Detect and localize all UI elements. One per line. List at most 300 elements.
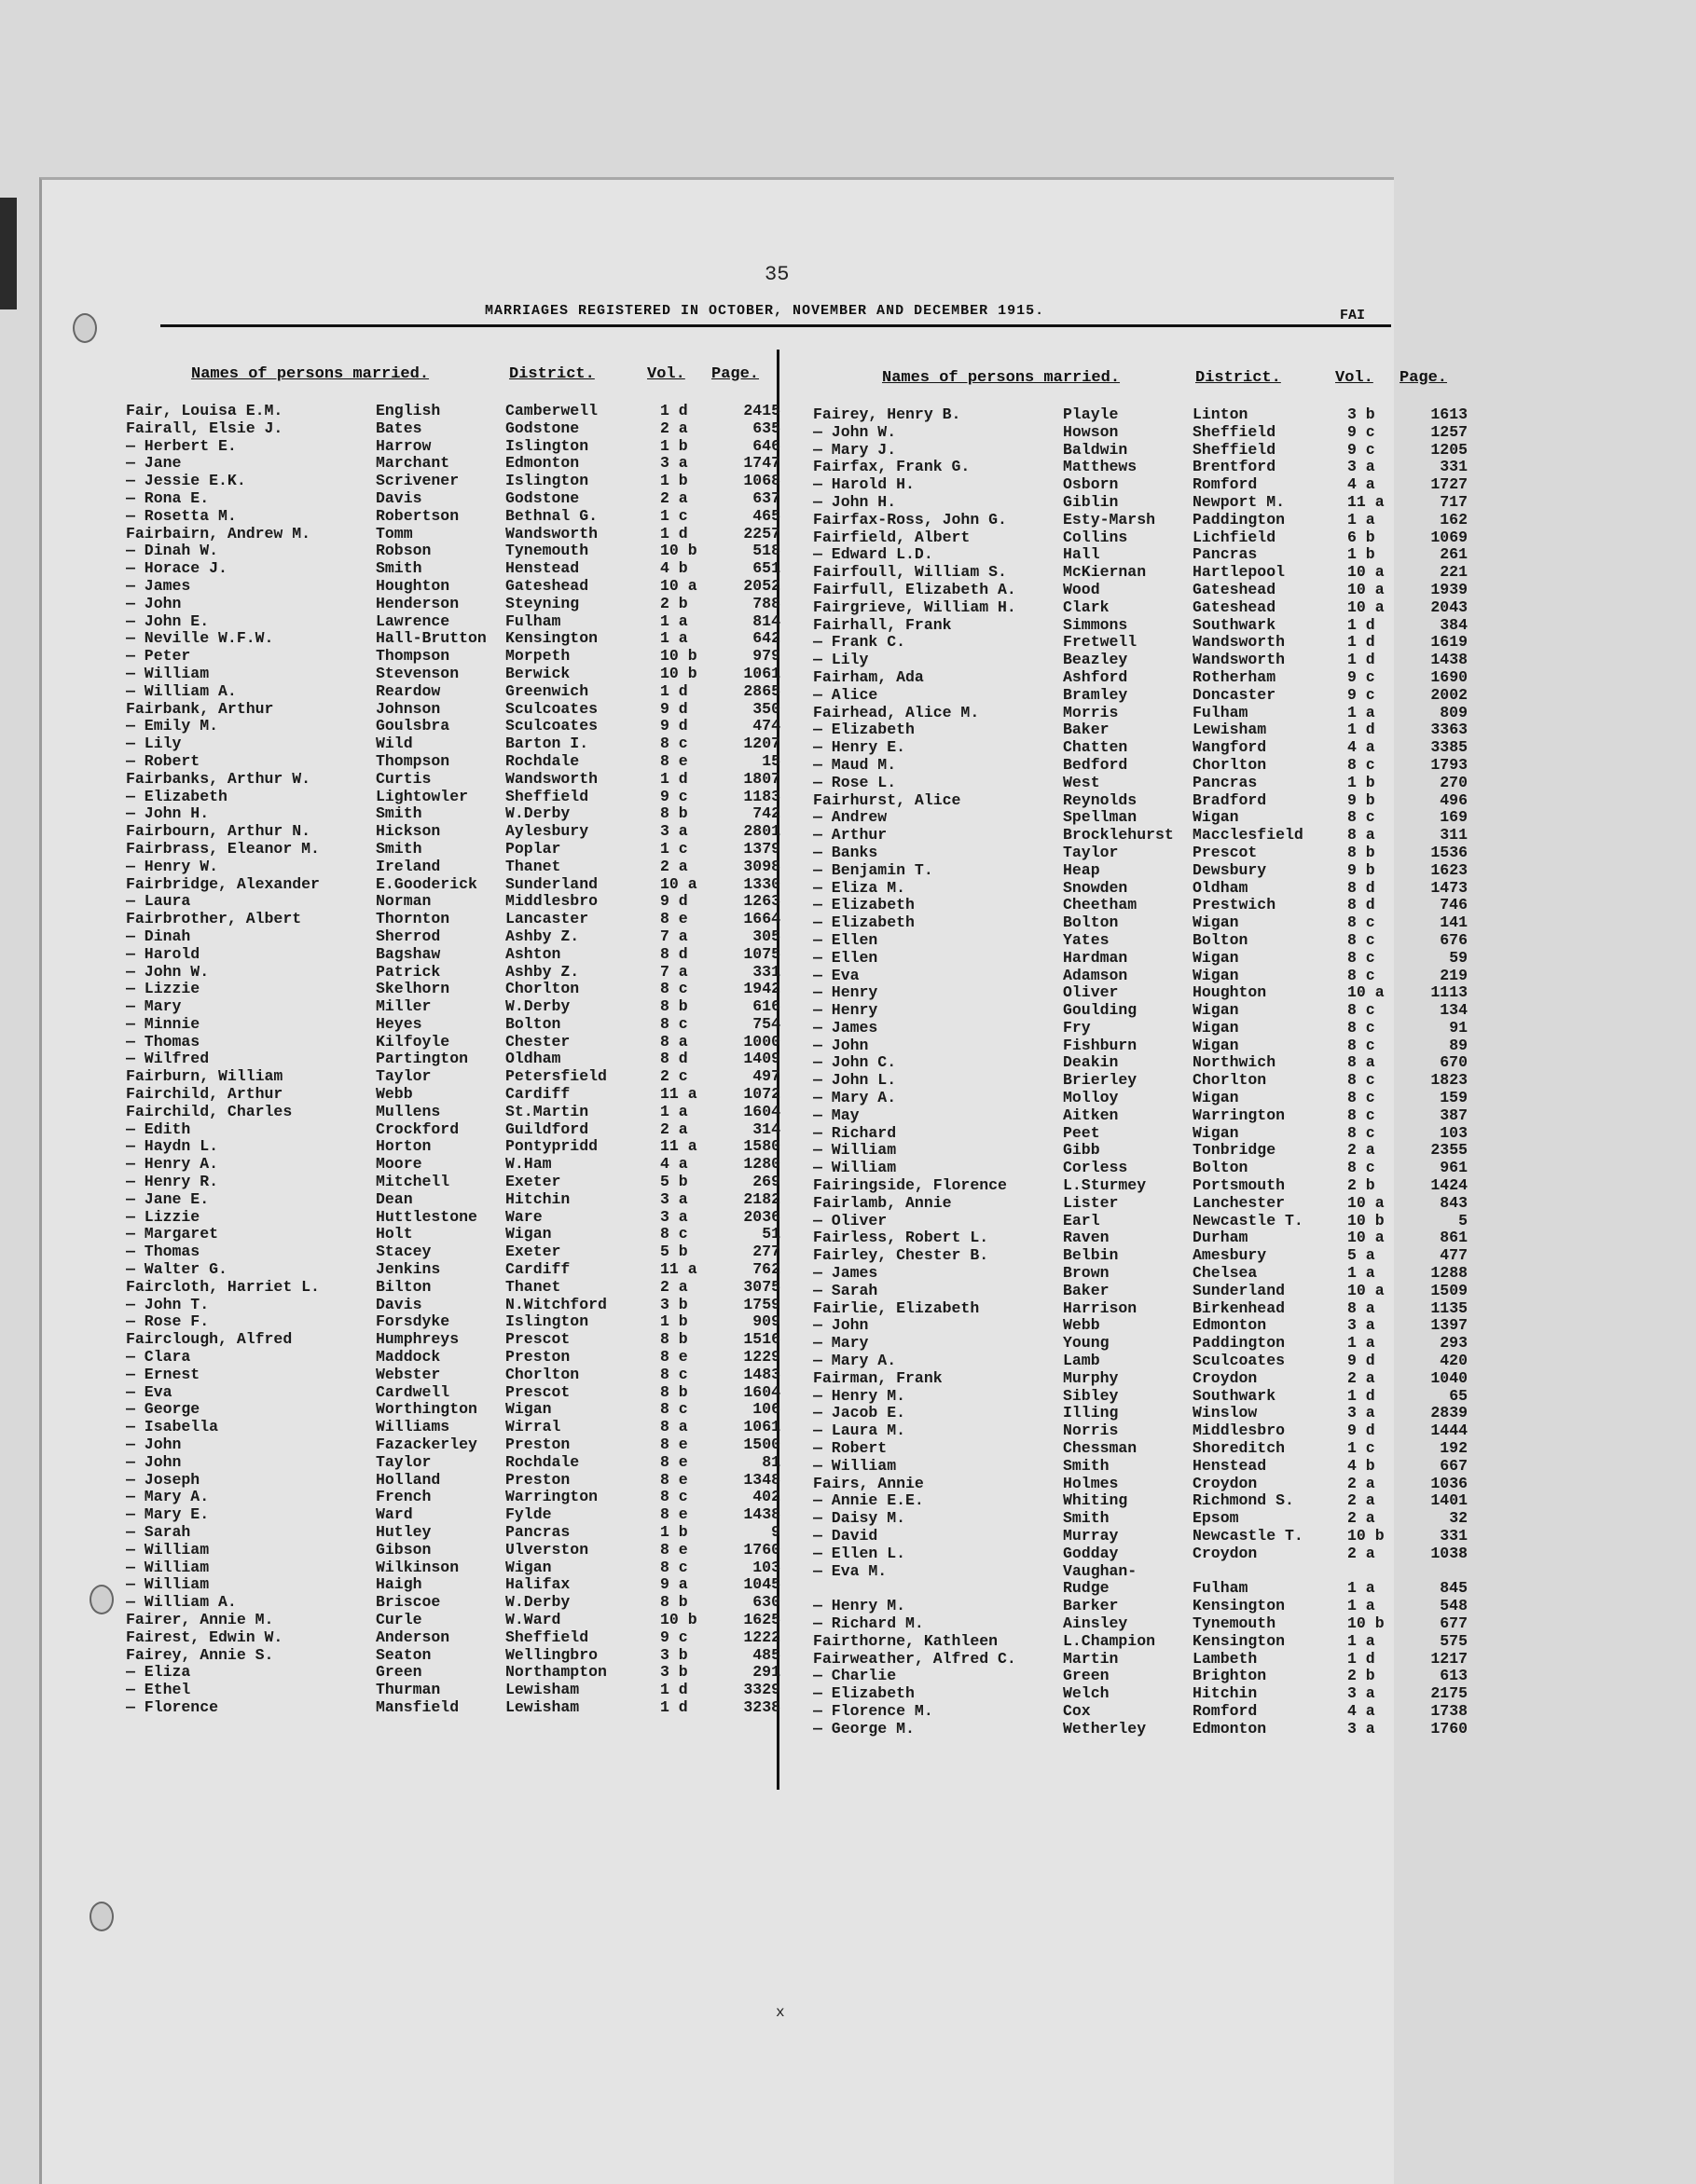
person-name: — May bbox=[813, 1106, 860, 1124]
person-name: — Henry bbox=[813, 1002, 878, 1020]
spouse-surname: Belbin bbox=[1063, 1247, 1119, 1265]
page-header-left: Page. bbox=[711, 365, 760, 383]
spouse-surname: Wild bbox=[376, 735, 413, 753]
page-ref: 270 bbox=[1440, 774, 1468, 791]
volume: 3 a bbox=[1347, 1685, 1375, 1703]
volume: 9 b bbox=[1347, 791, 1375, 809]
page-ref: 1424 bbox=[1430, 1177, 1468, 1195]
person-name: — Joseph bbox=[126, 1471, 200, 1489]
district-name: Halifax bbox=[505, 1576, 571, 1594]
district-name: Tynemouth bbox=[1193, 1614, 1276, 1632]
volume: 10 b bbox=[660, 543, 697, 560]
volume: 8 d bbox=[1347, 879, 1375, 897]
district-name: Lewisham bbox=[505, 1698, 580, 1716]
person-name: — Jane E. bbox=[126, 1190, 210, 1208]
spouse-surname: Bagshaw bbox=[376, 945, 441, 963]
page-ref: 1183 bbox=[743, 788, 780, 805]
person-name: — Eliza bbox=[126, 1664, 191, 1682]
spouse-surname: Stacey bbox=[376, 1243, 432, 1261]
page-ref: 2036 bbox=[743, 1208, 780, 1226]
district-name: Tonbridge bbox=[1193, 1142, 1276, 1160]
spouse-surname: Lamb bbox=[1063, 1353, 1100, 1370]
spouse-surname: Harrison bbox=[1063, 1299, 1138, 1317]
district-name: W.Ward bbox=[505, 1611, 561, 1628]
spouse-surname: Ashford bbox=[1063, 668, 1128, 686]
district-name: Kensington bbox=[1193, 1632, 1286, 1650]
district-name: Ashby Z. bbox=[505, 963, 580, 981]
spouse-surname: Haigh bbox=[376, 1576, 422, 1594]
page-ref: 1401 bbox=[1430, 1492, 1468, 1510]
district-name: W.Derby bbox=[505, 1594, 571, 1612]
district-name: Poplar bbox=[505, 840, 561, 858]
spouse-surname: Reardow bbox=[376, 682, 441, 700]
page-ref: 1473 bbox=[1430, 879, 1468, 897]
page-ref: 1823 bbox=[1430, 1072, 1468, 1090]
volume: 8 c bbox=[1347, 1037, 1375, 1054]
volume: 2 a bbox=[1347, 1142, 1375, 1160]
person-name: — John E. bbox=[126, 612, 210, 630]
volume: 8 b bbox=[660, 805, 688, 823]
page-ref: 331 bbox=[1440, 459, 1468, 476]
page-ref: 141 bbox=[1440, 914, 1468, 932]
spouse-surname: Briscoe bbox=[376, 1594, 441, 1612]
district-name: Godstone bbox=[505, 489, 580, 507]
volume: 1 b bbox=[1347, 774, 1375, 791]
district-name: Amesbury bbox=[1193, 1247, 1267, 1265]
page-ref: 474 bbox=[752, 718, 780, 735]
district-name: Aylesbury bbox=[505, 823, 589, 841]
volume: 8 a bbox=[1347, 1299, 1375, 1317]
person-name: — Mary A. bbox=[126, 1489, 210, 1506]
spouse-surname: Green bbox=[1063, 1668, 1110, 1685]
page-ref: 3363 bbox=[1430, 721, 1468, 739]
district-name: Chorlton bbox=[505, 1366, 580, 1383]
volume: 4 b bbox=[1347, 1457, 1375, 1475]
district-name: Wandsworth bbox=[1193, 634, 1286, 652]
person-name: — Rose L. bbox=[813, 774, 897, 791]
spouse-surname: Bilton bbox=[376, 1278, 432, 1296]
person-name: — Lily bbox=[813, 652, 869, 669]
spouse-surname: Johnson bbox=[376, 700, 441, 718]
page-number: 35 bbox=[765, 263, 790, 286]
page-ref: 2175 bbox=[1430, 1685, 1468, 1703]
person-name: — Sarah bbox=[813, 1282, 878, 1299]
district-name: Sunderland bbox=[505, 875, 599, 893]
person-name: Fairclough, Alfred bbox=[126, 1331, 293, 1349]
person-name: — John W. bbox=[813, 423, 897, 441]
spouse-surname: Crockford bbox=[376, 1120, 460, 1138]
spouse-surname: Murray bbox=[1063, 1528, 1119, 1545]
person-name: — Elizabeth bbox=[813, 1685, 915, 1703]
page-ref: 106 bbox=[752, 1401, 780, 1419]
volume: 9 c bbox=[1347, 686, 1375, 704]
person-name: — Henry M. bbox=[813, 1598, 906, 1615]
district-name: Ulverston bbox=[505, 1541, 589, 1559]
volume: 10 a bbox=[1347, 984, 1385, 1002]
district-name: Richmond S. bbox=[1193, 1492, 1294, 1510]
spouse-surname: Lawrence bbox=[376, 612, 450, 630]
person-name: — Horace J. bbox=[126, 560, 228, 578]
spouse-surname: Hall bbox=[1063, 546, 1100, 564]
page-ref: 65 bbox=[1449, 1387, 1468, 1405]
district-name: Ware bbox=[505, 1208, 543, 1226]
volume: 3 b bbox=[660, 1646, 688, 1664]
person-name: — Lily bbox=[126, 735, 182, 753]
volume: 1 d bbox=[660, 1682, 688, 1699]
volume: 10 b bbox=[1347, 1528, 1385, 1545]
page-ref: 1036 bbox=[1430, 1475, 1468, 1492]
page-ref: 1330 bbox=[743, 875, 780, 893]
person-name: — David bbox=[813, 1528, 878, 1545]
district-name: Oldham bbox=[1193, 879, 1248, 897]
volume: 8 e bbox=[660, 1541, 688, 1559]
volume: 2 b bbox=[1347, 1177, 1375, 1195]
district-name: Greenwich bbox=[505, 682, 589, 700]
volume: 10 a bbox=[660, 577, 697, 595]
person-name: Fairchild, Arthur bbox=[126, 1086, 283, 1104]
page-ref: 2801 bbox=[743, 823, 780, 841]
spouse-surname: Huttlestone bbox=[376, 1208, 477, 1226]
volume: 8 b bbox=[660, 1594, 688, 1612]
person-name: Fairbridge, Alexander bbox=[126, 875, 320, 893]
person-name: — Eva bbox=[126, 1383, 172, 1401]
volume: 8 c bbox=[660, 1401, 688, 1419]
spouse-surname: Kilfoyle bbox=[376, 1033, 450, 1051]
district-name: Bradford bbox=[1193, 791, 1267, 809]
person-name: — John bbox=[126, 1453, 182, 1471]
person-name: — John bbox=[126, 595, 182, 612]
district-name: Wigan bbox=[505, 1401, 552, 1419]
person-name: — Banks bbox=[813, 844, 878, 861]
spouse-surname: Fazackerley bbox=[376, 1436, 477, 1454]
district-name: Sheffield bbox=[1193, 423, 1276, 441]
spouse-surname: Marchant bbox=[376, 455, 450, 473]
district-name: Rochdale bbox=[505, 752, 580, 770]
page-ref: 1727 bbox=[1430, 476, 1468, 494]
district-name: Wandsworth bbox=[505, 770, 599, 788]
person-name: — Laura M. bbox=[813, 1422, 906, 1440]
page-ref: 1113 bbox=[1430, 984, 1468, 1002]
district-name: Exeter bbox=[505, 1174, 561, 1191]
person-name: Fairfull, Elizabeth A. bbox=[813, 581, 1016, 598]
page-ref: 103 bbox=[1440, 1124, 1468, 1142]
spouse-surname: Thornton bbox=[376, 911, 450, 928]
spouse-surname: Moore bbox=[376, 1156, 422, 1174]
spouse-surname: Molloy bbox=[1063, 1090, 1119, 1107]
person-name: Fairburn, William bbox=[126, 1068, 283, 1086]
volume: 9 d bbox=[660, 718, 688, 735]
person-name: — Alice bbox=[813, 686, 878, 704]
spouse-surname: Wood bbox=[1063, 581, 1100, 598]
person-name: — Harold bbox=[126, 945, 200, 963]
page-ref: 746 bbox=[1440, 897, 1468, 914]
page-title: MARRIAGES REGISTERED IN OCTOBER, NOVEMBER AND DECEMBER 1915. bbox=[485, 303, 1045, 319]
district-name: Cardiff bbox=[505, 1261, 571, 1279]
page-ref: 103 bbox=[752, 1559, 780, 1576]
person-name: — Lizzie bbox=[126, 1208, 200, 1226]
volume: 8 a bbox=[1347, 827, 1375, 845]
person-name: — Ethel bbox=[126, 1682, 191, 1699]
volume: 1 b bbox=[660, 437, 688, 455]
page-ref: 269 bbox=[752, 1174, 780, 1191]
district-name: Chorlton bbox=[1193, 1072, 1267, 1090]
spouse-surname: Beazley bbox=[1063, 652, 1128, 669]
page-ref: 717 bbox=[1440, 493, 1468, 511]
volume: 4 a bbox=[1347, 1702, 1375, 1720]
page-ref: 1280 bbox=[743, 1156, 780, 1174]
spouse-surname: Howson bbox=[1063, 423, 1119, 441]
volume: 3 b bbox=[660, 1296, 688, 1313]
district-name: Dewsbury bbox=[1193, 861, 1267, 879]
page-ref: 742 bbox=[752, 805, 780, 823]
page-ref: 497 bbox=[752, 1068, 780, 1086]
spouse-surname: Osborn bbox=[1063, 476, 1119, 494]
spouse-surname: Jenkins bbox=[376, 1261, 441, 1279]
volume: 2 a bbox=[1347, 1545, 1375, 1562]
page-ref: 1438 bbox=[1430, 652, 1468, 669]
page-ref: 762 bbox=[752, 1261, 780, 1279]
volume: 1 b bbox=[1347, 546, 1375, 564]
spouse-surname: Hall-Brutton bbox=[376, 630, 487, 648]
volume: 4 a bbox=[1347, 476, 1375, 494]
volume: 8 c bbox=[1347, 914, 1375, 932]
volume: 5 b bbox=[660, 1174, 688, 1191]
person-name: Fairbank, Arthur bbox=[126, 700, 274, 718]
volume: 8 b bbox=[660, 1383, 688, 1401]
volume: 4 a bbox=[660, 1156, 688, 1174]
spouse-surname: Adamson bbox=[1063, 967, 1128, 984]
district-name: Southwark bbox=[1193, 1387, 1276, 1405]
spouse-surname: Gibb bbox=[1063, 1142, 1100, 1160]
district-name: Ashby Z. bbox=[505, 927, 580, 945]
person-name: Fairless, Robert L. bbox=[813, 1229, 989, 1247]
district-name: Croydon bbox=[1193, 1369, 1258, 1387]
district-name: Macclesfield bbox=[1193, 827, 1303, 845]
person-name: — Ellen bbox=[813, 949, 878, 967]
person-name: — Elizabeth bbox=[813, 897, 915, 914]
volume: 8 c bbox=[1347, 756, 1375, 774]
person-name: — Mary J. bbox=[813, 441, 897, 459]
volume: 8 b bbox=[660, 998, 688, 1016]
person-name: Fairbrother, Albert bbox=[126, 911, 302, 928]
spouse-surname: Mitchell bbox=[376, 1174, 450, 1191]
person-name: Fairingside, Florence bbox=[813, 1177, 1007, 1195]
spouse-surname: E.Gooderick bbox=[376, 875, 477, 893]
page-ref: 843 bbox=[1440, 1194, 1468, 1212]
page-ref: 1257 bbox=[1430, 423, 1468, 441]
page-ref: 59 bbox=[1449, 949, 1468, 967]
page-ref: 1760 bbox=[1430, 1720, 1468, 1738]
volume: 8 c bbox=[660, 1366, 688, 1383]
district-name: Rotherham bbox=[1193, 668, 1276, 686]
page-ref: 1205 bbox=[1430, 441, 1468, 459]
volume: 9 c bbox=[660, 1628, 688, 1646]
person-name: — Henry W. bbox=[126, 858, 219, 875]
spouse-surname: Taylor bbox=[376, 1453, 432, 1471]
volume: 5 a bbox=[1347, 1247, 1375, 1265]
district-name: Newport M. bbox=[1193, 493, 1286, 511]
district-name: Henstead bbox=[505, 560, 580, 578]
district-name: Wigan bbox=[1193, 1002, 1239, 1020]
volume: 1 a bbox=[1347, 1632, 1375, 1650]
volume: 8 d bbox=[660, 945, 688, 963]
district-header-right: District. bbox=[1195, 369, 1281, 387]
district-name: Brighton bbox=[1193, 1668, 1267, 1685]
volume: 1 d bbox=[1347, 1387, 1375, 1405]
volume: 1 a bbox=[1347, 1580, 1375, 1598]
person-name: — Lizzie bbox=[126, 981, 200, 998]
volume: 8 c bbox=[1347, 809, 1375, 827]
person-name: — Richard M. bbox=[813, 1614, 924, 1632]
district-name: Epsom bbox=[1193, 1510, 1239, 1528]
volume: 1 a bbox=[1347, 1598, 1375, 1615]
page-ref: 169 bbox=[1440, 809, 1468, 827]
spouse-surname: English bbox=[376, 403, 441, 419]
page-ref: 1038 bbox=[1430, 1545, 1468, 1562]
spouse-surname: Smith bbox=[376, 840, 422, 858]
district-name: Northwich bbox=[1193, 1054, 1276, 1072]
district-name: Prescot bbox=[505, 1383, 571, 1401]
district-name: Lambeth bbox=[1193, 1650, 1258, 1668]
person-name: Fairest, Edwin W. bbox=[126, 1628, 283, 1646]
person-name: Fairfax-Ross, John G. bbox=[813, 511, 1007, 529]
volume: 2 a bbox=[660, 1278, 688, 1296]
spouse-surname: Skelhorn bbox=[376, 981, 450, 998]
person-name: — Thomas bbox=[126, 1033, 200, 1051]
page-ref: 81 bbox=[762, 1453, 780, 1471]
names-header-right: Names of persons married. bbox=[882, 369, 1121, 387]
spouse-surname: Godday bbox=[1063, 1545, 1119, 1562]
volume: 8 b bbox=[660, 1331, 688, 1349]
spouse-surname: Baker bbox=[1063, 1282, 1110, 1299]
district-name: Camberwell bbox=[505, 403, 599, 419]
district-name: Preston bbox=[505, 1349, 571, 1367]
person-name: — William bbox=[126, 1559, 210, 1576]
district-name: Wigan bbox=[505, 1559, 552, 1576]
person-name: — James bbox=[813, 1265, 878, 1283]
spouse-surname: Fishburn bbox=[1063, 1037, 1138, 1054]
district-name: Godstone bbox=[505, 419, 580, 437]
volume: 2 a bbox=[1347, 1475, 1375, 1492]
spouse-surname: Brown bbox=[1063, 1265, 1110, 1283]
spouse-surname: Barker bbox=[1063, 1598, 1119, 1615]
district-name: St.Martin bbox=[505, 1103, 589, 1120]
person-name: — Thomas bbox=[126, 1243, 200, 1261]
spouse-surname: Sherrod bbox=[376, 927, 441, 945]
volume: 1 d bbox=[1347, 1650, 1375, 1668]
person-name: Fairall, Elsie J. bbox=[126, 419, 283, 437]
volume: 11 a bbox=[660, 1261, 697, 1279]
person-name: — William bbox=[813, 1160, 897, 1177]
person-name: — Ellen bbox=[813, 931, 878, 949]
volume: 1 d bbox=[1347, 634, 1375, 652]
spouse-surname: Fretwell bbox=[1063, 634, 1138, 652]
person-name: Faircloth, Harriet L. bbox=[126, 1278, 320, 1296]
volume: 8 c bbox=[660, 735, 688, 753]
volume: 8 c bbox=[660, 1489, 688, 1506]
person-name: — Isabella bbox=[126, 1419, 219, 1436]
district-name: Chester bbox=[505, 1033, 571, 1051]
person-name: — Jane bbox=[126, 455, 182, 473]
district-name: Ashton bbox=[505, 945, 561, 963]
page-ref: 1061 bbox=[743, 665, 780, 682]
page-ref: 293 bbox=[1440, 1335, 1468, 1353]
volume: 2 a bbox=[660, 1120, 688, 1138]
person-name: Fairey, Annie S. bbox=[126, 1646, 274, 1664]
page-ref: 162 bbox=[1440, 511, 1468, 529]
page-ref: 1068 bbox=[743, 473, 780, 490]
spouse-surname: Robertson bbox=[376, 507, 460, 525]
person-name: — William bbox=[813, 1142, 897, 1160]
spouse-surname: Baldwin bbox=[1063, 441, 1128, 459]
volume: 8 e bbox=[660, 1506, 688, 1524]
page-ref: 670 bbox=[1440, 1054, 1468, 1072]
page-ref: 1690 bbox=[1430, 668, 1468, 686]
spouse-surname: Matthews bbox=[1063, 459, 1138, 476]
spouse-surname: Webster bbox=[376, 1366, 441, 1383]
person-name: — Andrew bbox=[813, 809, 888, 827]
district-name: Sheffield bbox=[505, 1628, 589, 1646]
volume: 9 b bbox=[1347, 861, 1375, 879]
person-name: — Rosetta M. bbox=[126, 507, 237, 525]
scanner-edge-strip bbox=[0, 198, 17, 309]
page-ref: 1483 bbox=[743, 1366, 780, 1383]
page-ref: 331 bbox=[752, 963, 780, 981]
page-ref: 277 bbox=[752, 1243, 780, 1261]
person-name: — Daisy M. bbox=[813, 1510, 906, 1528]
district-name: Romford bbox=[1193, 1702, 1258, 1720]
district-name: Sculcoates bbox=[505, 700, 599, 718]
district-name: W.Derby bbox=[505, 805, 571, 823]
spouse-surname: Young bbox=[1063, 1335, 1110, 1353]
volume: 4 b bbox=[660, 560, 688, 578]
district-name: Lancaster bbox=[505, 911, 589, 928]
district-name: Fulham bbox=[1193, 704, 1248, 721]
volume: 3 a bbox=[1347, 1720, 1375, 1738]
page-ref: 2043 bbox=[1430, 598, 1468, 616]
district-name: Fulham bbox=[1193, 1580, 1248, 1598]
page-ref: 2052 bbox=[743, 577, 780, 595]
district-name: Prestwich bbox=[1193, 897, 1276, 914]
page-ref: 1072 bbox=[743, 1086, 780, 1104]
spouse-surname: Brocklehurst bbox=[1063, 827, 1174, 845]
page-ref: 3075 bbox=[743, 1278, 780, 1296]
volume: 8 c bbox=[1347, 967, 1375, 984]
page-ref: 1793 bbox=[1430, 756, 1468, 774]
spouse-surname: Norris bbox=[1063, 1422, 1119, 1440]
spouse-surname: Hutley bbox=[376, 1524, 432, 1541]
page-header-right: Page. bbox=[1400, 369, 1448, 387]
volume: 7 a bbox=[660, 927, 688, 945]
volume: 10 b bbox=[660, 1611, 697, 1628]
page-ref: 1069 bbox=[1430, 529, 1468, 546]
district-name: Wigan bbox=[1193, 1090, 1239, 1107]
person-name: — Arthur bbox=[813, 827, 888, 845]
person-name: — John T. bbox=[126, 1296, 210, 1313]
district-name: Edmonton bbox=[1193, 1317, 1267, 1335]
page-ref: 754 bbox=[752, 1015, 780, 1033]
volume: 8 c bbox=[1347, 1106, 1375, 1124]
spouse-surname: Ward bbox=[376, 1506, 413, 1524]
spouse-surname: Esty-Marsh bbox=[1063, 511, 1156, 529]
district-name: Wigan bbox=[1193, 1019, 1239, 1037]
district-name: Brentford bbox=[1193, 459, 1276, 476]
person-name: — Richard bbox=[813, 1124, 897, 1142]
volume: 8 c bbox=[660, 1226, 688, 1243]
volume: 10 a bbox=[1347, 564, 1385, 582]
person-name: — Minnie bbox=[126, 1015, 200, 1033]
names-header-left: Names of persons married. bbox=[191, 365, 430, 383]
